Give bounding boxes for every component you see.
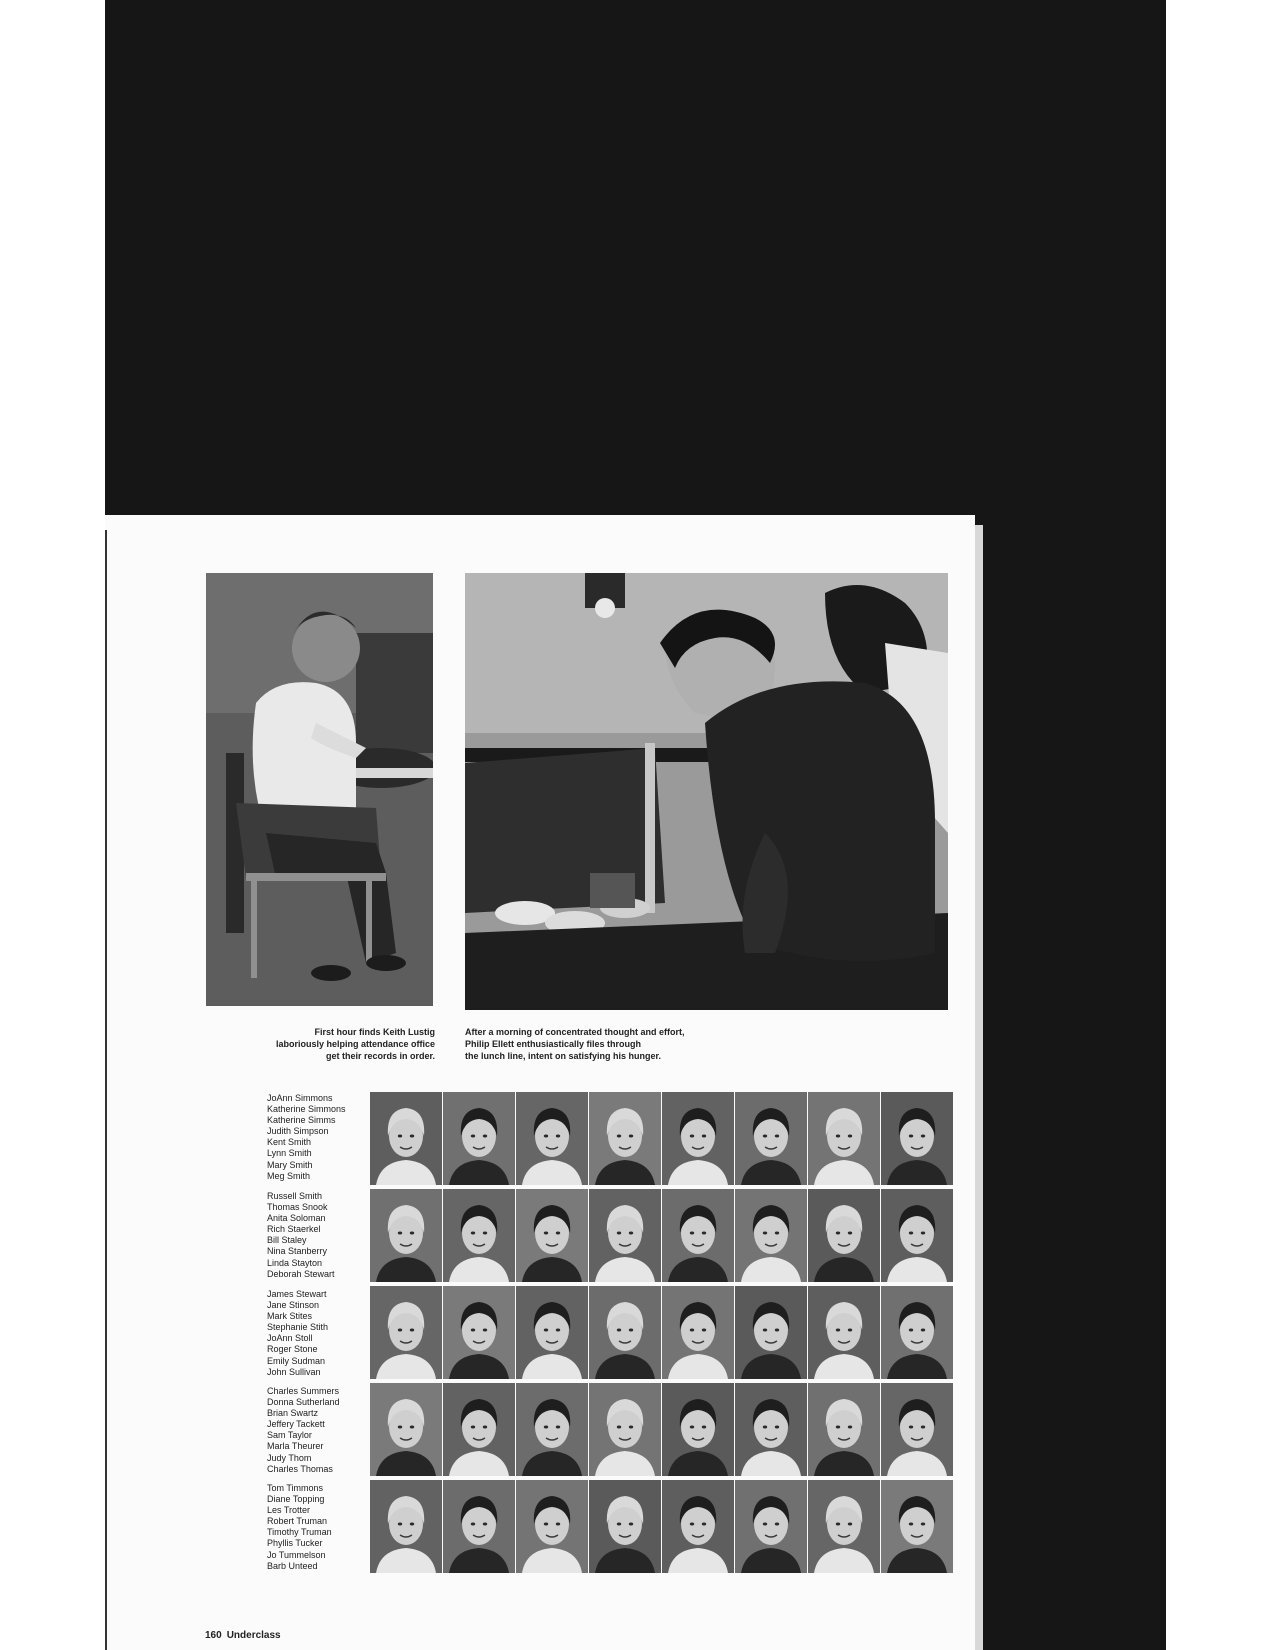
student-name: Charles Summers — [267, 1386, 340, 1396]
student-portrait — [662, 1383, 734, 1476]
student-name: Judith Simpson — [267, 1126, 329, 1137]
student-name: Katherine Simms — [267, 1115, 336, 1126]
student-portrait — [370, 1383, 442, 1476]
scanner-background-right — [975, 515, 1166, 1650]
student-portrait — [808, 1480, 880, 1573]
student-portrait — [370, 1286, 442, 1379]
student-name: Barb Unteed — [267, 1560, 318, 1571]
student-portrait — [516, 1092, 588, 1185]
student-portrait — [808, 1189, 880, 1282]
student-portrait — [516, 1383, 588, 1476]
binding-edge — [105, 530, 107, 1650]
page-edge-shadow — [975, 525, 983, 1650]
student-name: Emily Sudman — [267, 1355, 326, 1366]
student-portrait — [516, 1286, 588, 1379]
student-name: Deborah Stewart — [267, 1268, 335, 1279]
name-list-row-3 — [267, 1289, 387, 1378]
student-name: Thomas Snook — [267, 1202, 328, 1213]
student-name: Russell Smith — [267, 1191, 323, 1201]
student-name: JoAnn Stoll — [267, 1333, 313, 1344]
student-name: Marla Theurer — [267, 1441, 324, 1452]
student-portrait — [370, 1189, 442, 1282]
student-name: Robert Truman — [267, 1516, 328, 1527]
name-list-row-1 — [267, 1093, 387, 1182]
portrait-row-3 — [370, 1286, 953, 1379]
student-portrait — [808, 1383, 880, 1476]
student-portrait — [589, 1383, 661, 1476]
student-name: Charles Thomas — [267, 1463, 333, 1474]
student-name: Diane Topping — [267, 1494, 325, 1505]
student-portrait — [516, 1189, 588, 1282]
student-portrait — [735, 1189, 807, 1282]
student-portrait — [735, 1092, 807, 1185]
student-portrait — [443, 1092, 515, 1185]
student-name: Rich Staerkel — [267, 1224, 321, 1235]
student-portrait — [370, 1092, 442, 1185]
student-name: JoAnn Simmons — [267, 1093, 333, 1103]
student-name: Donna Sutherland — [267, 1397, 340, 1408]
student-portrait — [443, 1383, 515, 1476]
yearbook-page — [105, 515, 975, 1650]
student-portrait — [808, 1092, 880, 1185]
student-name: Mark Stites — [267, 1311, 313, 1322]
student-name: Bill Staley — [267, 1235, 307, 1246]
caption-right-photo — [465, 1026, 765, 1062]
page-footer — [205, 1630, 281, 1641]
name-list-row-4 — [267, 1386, 387, 1475]
caption-line: the lunch line, intent on satisfying his hunger. — [465, 1051, 662, 1061]
student-portrait — [808, 1286, 880, 1379]
student-name: Jane Stinson — [267, 1300, 320, 1311]
student-portrait — [589, 1189, 661, 1282]
caption-line: After a morning of concentrated thought and effort, — [465, 1027, 685, 1037]
caption-line: First hour finds Keith Lustig — [314, 1027, 435, 1037]
name-list-row-5 — [267, 1483, 387, 1572]
student-name: Les Trotter — [267, 1505, 311, 1516]
student-name: Stephanie Stith — [267, 1322, 329, 1333]
student-portrait — [443, 1286, 515, 1379]
student-name: Roger Stone — [267, 1344, 318, 1355]
student-name: Linda Stayton — [267, 1257, 323, 1268]
student-portrait — [443, 1480, 515, 1573]
student-name: Timothy Truman — [267, 1527, 332, 1538]
student-portrait — [662, 1189, 734, 1282]
student-portrait — [516, 1480, 588, 1573]
student-name: James Stewart — [267, 1289, 327, 1299]
student-portrait — [589, 1480, 661, 1573]
student-name: Lynn Smith — [267, 1148, 312, 1159]
caption-line: laboriously helping attendance office — [275, 1039, 435, 1049]
portrait-row-4 — [370, 1383, 953, 1476]
section-name: Underclass — [226, 1630, 281, 1641]
photo-student-at-desk — [206, 573, 433, 1006]
student-portrait — [881, 1286, 953, 1379]
caption-left-photo — [245, 1026, 435, 1062]
page-number: 160 — [205, 1630, 222, 1641]
student-name: Kent Smith — [267, 1137, 312, 1148]
student-portrait — [443, 1189, 515, 1282]
student-name: Mary Smith — [267, 1159, 313, 1170]
student-portrait — [735, 1383, 807, 1476]
student-portrait — [881, 1092, 953, 1185]
portrait-row-5 — [370, 1480, 953, 1573]
student-name: Sam Taylor — [267, 1430, 312, 1441]
student-portrait — [881, 1383, 953, 1476]
caption-line: get their records in order. — [325, 1051, 435, 1061]
student-name: John Sullivan — [267, 1366, 321, 1377]
student-name: Judy Thom — [267, 1452, 312, 1463]
student-portrait — [662, 1092, 734, 1185]
photo-student-lunch-line — [465, 573, 948, 1010]
student-name: Nina Stanberry — [267, 1246, 328, 1257]
portrait-row-2 — [370, 1189, 953, 1282]
student-portrait — [735, 1480, 807, 1573]
student-name: Tom Timmons — [267, 1483, 324, 1493]
student-portrait — [735, 1286, 807, 1379]
student-portrait — [589, 1092, 661, 1185]
student-portrait — [881, 1480, 953, 1573]
student-name: Anita Soloman — [267, 1213, 326, 1224]
student-portrait — [662, 1480, 734, 1573]
name-list-row-2 — [267, 1191, 387, 1280]
student-name: Jeffery Tackett — [267, 1419, 325, 1430]
portrait-row-1 — [370, 1092, 953, 1185]
student-name: Meg Smith — [267, 1170, 311, 1181]
student-name: Jo Tummelson — [267, 1549, 326, 1560]
student-portrait — [370, 1480, 442, 1573]
student-name: Brian Swartz — [267, 1408, 319, 1419]
scanner-background-top — [105, 0, 1166, 515]
student-portrait — [662, 1286, 734, 1379]
caption-line: Philip Ellett enthusiastically files through — [465, 1039, 642, 1049]
student-name: Katherine Simmons — [267, 1104, 346, 1115]
student-name: Phyllis Tucker — [267, 1538, 323, 1549]
student-portrait — [881, 1189, 953, 1282]
student-portrait — [589, 1286, 661, 1379]
